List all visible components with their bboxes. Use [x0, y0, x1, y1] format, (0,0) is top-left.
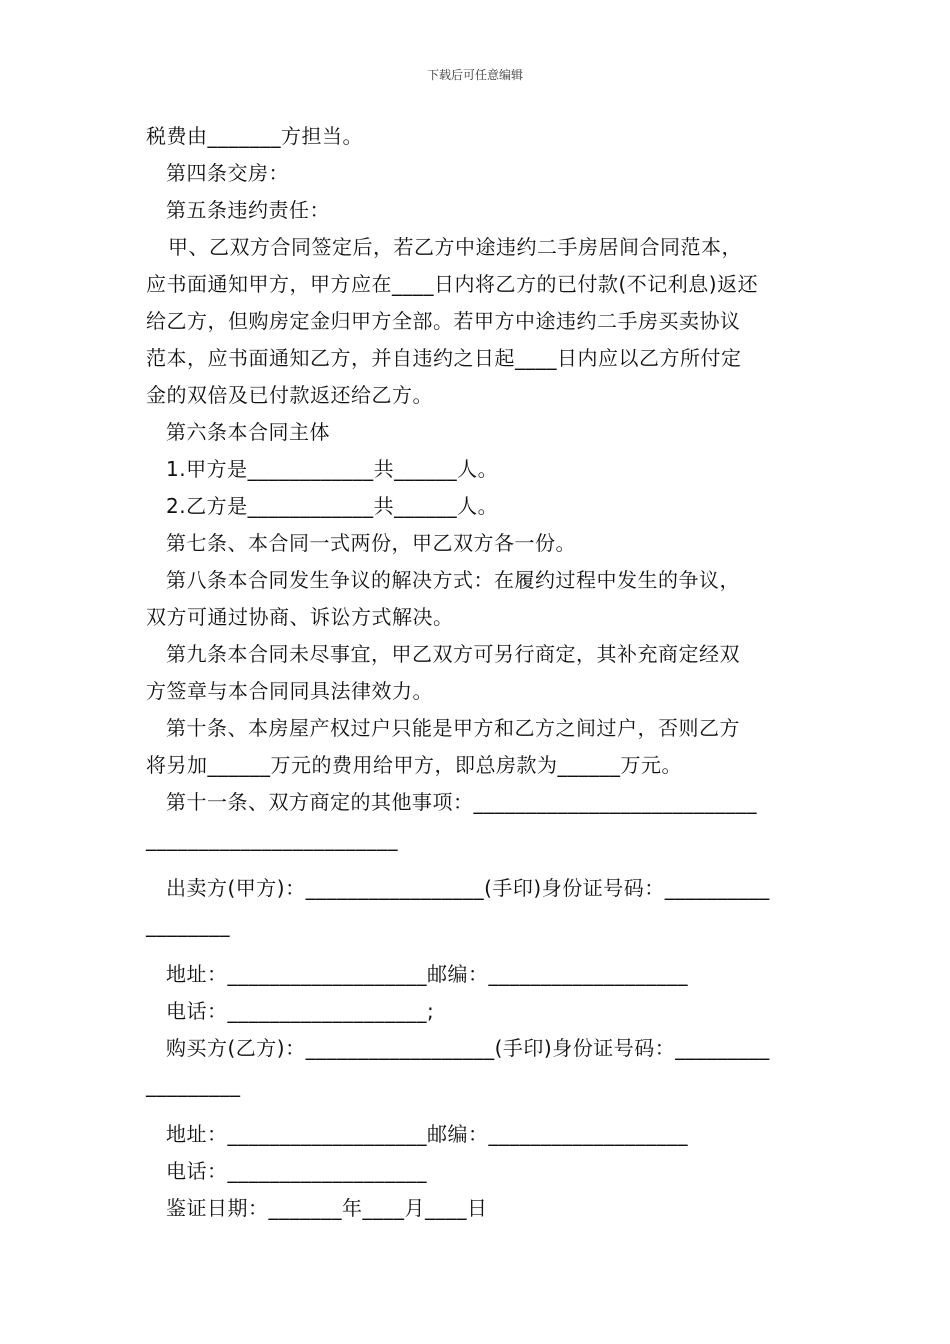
party-b-count: 2.乙方是____________共______人。 [166, 494, 499, 518]
contract-body [146, 118, 806, 1227]
article-5-line-4: 范本，应书面通知乙方，并自违约之日起____日内应以乙方所付定 [146, 346, 742, 370]
page-header-note: 下载后可任意编辑 [426, 68, 523, 82]
article-10-line-2: 将另加______万元的费用给甲方，即总房款为______万元。 [146, 753, 682, 777]
article-5-heading: 第五条违约责任： [166, 198, 330, 222]
buyer-address-line: 地址：___________________邮编：___________________ [166, 1122, 688, 1146]
article-11-line-2: ________________________ [146, 827, 398, 851]
party-a-count: 1.甲方是____________共______人。 [166, 457, 499, 481]
certification-date-line: 鉴证日期：_______年____月____日 [166, 1196, 488, 1220]
article-9-line-2: 方签章与本合同同具法律效力。 [146, 679, 433, 703]
article-9-line-1: 第九条本合同未尽事宜，甲乙双方可另行商定，其补充商定经双 [166, 642, 740, 666]
article-11-line-1: 第十一条、双方商定的其他事项：___________________________ [166, 790, 757, 814]
article-8-line-1: 第八条本合同发生争议的解决方式：在履约过程中发生的争议， [166, 568, 740, 592]
article-8-line-2: 双方可通过协商、诉讼方式解决。 [146, 605, 454, 629]
article-4-heading: 第四条交房： [166, 161, 289, 185]
article-6-heading: 第六条本合同主体 [166, 420, 330, 444]
article-7: 第七条、本合同一式两份，甲乙双方各一份。 [166, 531, 576, 555]
seller-id-continuation: ________ [146, 913, 230, 937]
seller-phone-line: 电话：___________________; [166, 999, 435, 1023]
seller-address-line: 地址：___________________邮编：___________________ [166, 962, 688, 986]
buyer-signature-line: 购买方(乙方)：__________________(手印)身份证号码：_________ [166, 1036, 770, 1060]
seller-signature-line: 出卖方(甲方)：_________________(手印)身份证号码：__________ [166, 876, 770, 900]
tax-clause: 税费由_______方担当。 [146, 124, 363, 148]
article-5-line-2: 应书面通知甲方，甲方应在____日内将乙方的已付款(不记利息)返还 [146, 272, 759, 296]
buyer-phone-line: 电话：___________________ [166, 1159, 427, 1183]
article-10-line-1: 第十条、本房屋产权过户只能是甲方和乙方之间过户，否则乙方 [166, 716, 740, 740]
article-5-line-5: 金的双倍及已付款返还给乙方。 [146, 383, 433, 407]
article-5-line-3: 给乙方，但购房定金归甲方全部。若甲方中途违约二手房买卖协议 [146, 309, 741, 333]
buyer-id-continuation: _________ [146, 1073, 241, 1097]
article-5-line-1: 甲、乙双方合同签定后，若乙方中途违约二手房居间合同范本， [168, 235, 742, 259]
